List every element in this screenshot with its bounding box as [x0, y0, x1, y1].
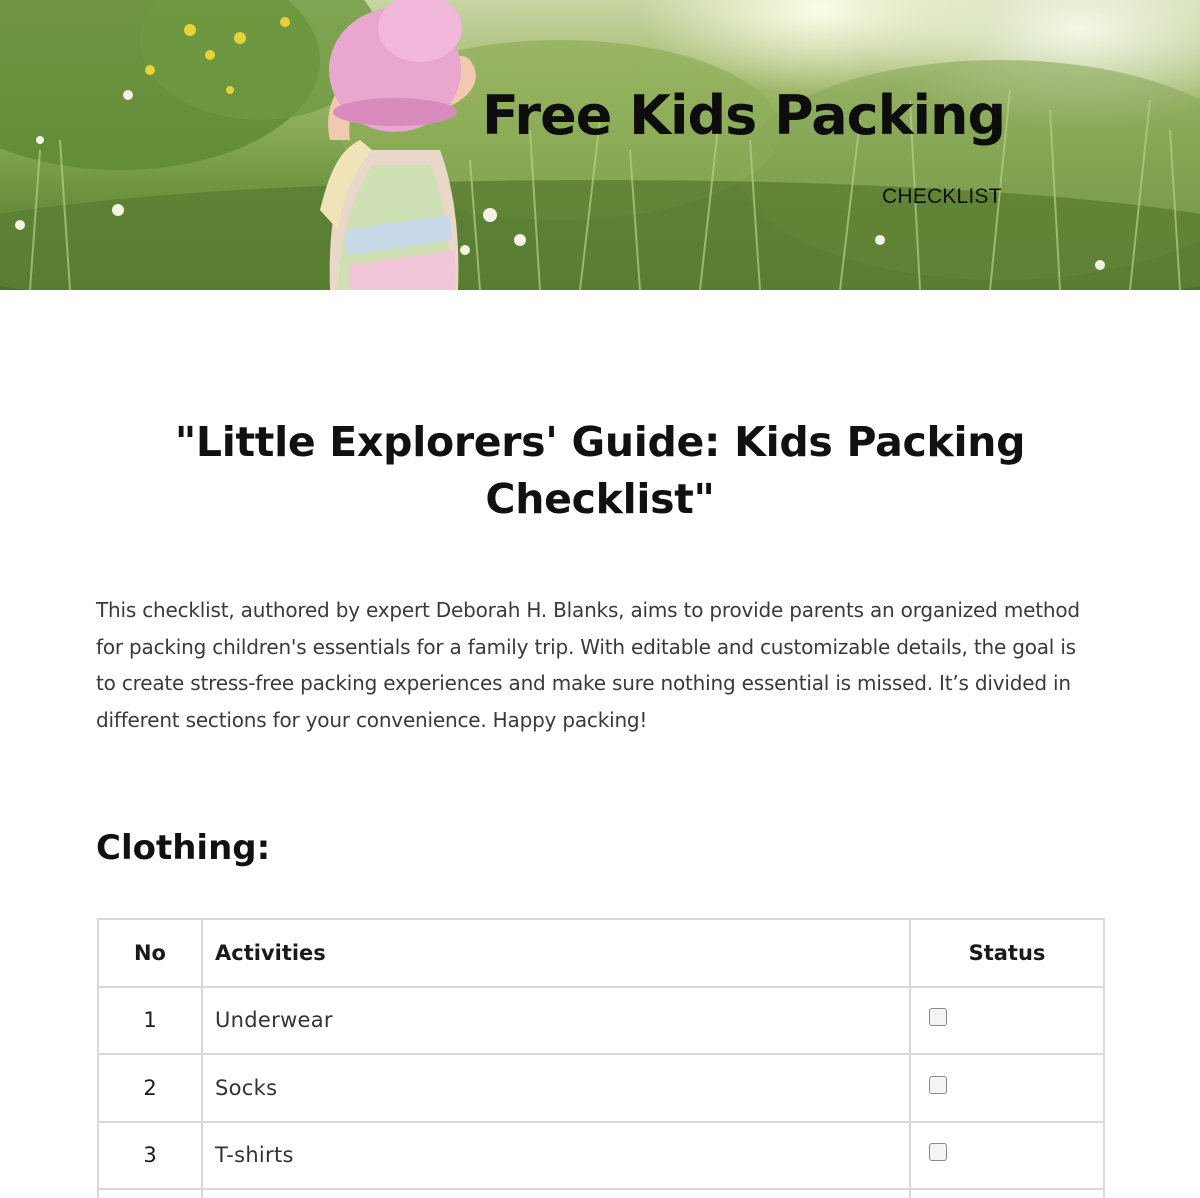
- hero-subtitle: CHECKLIST: [882, 185, 1002, 208]
- row-activity: Underwear: [202, 987, 910, 1055]
- status-checkbox[interactable]: [929, 1008, 947, 1026]
- row-status: [910, 1054, 1104, 1122]
- table-row: [98, 1122, 1104, 1190]
- row-status: [910, 1122, 1104, 1190]
- row-status: [910, 987, 1104, 1055]
- table-row: [98, 1189, 1104, 1198]
- column-header-no: No: [98, 919, 202, 987]
- table-header-row: [98, 919, 1104, 987]
- table-row: [98, 1054, 1104, 1122]
- row-activity: Socks: [202, 1054, 910, 1122]
- section-heading-clothing: Clothing:: [96, 828, 271, 868]
- status-checkbox[interactable]: [929, 1143, 947, 1161]
- column-header-activities: Activities: [202, 919, 910, 987]
- column-header-status: Status: [910, 919, 1104, 987]
- row-number: 3: [98, 1122, 202, 1190]
- status-checkbox[interactable]: [929, 1076, 947, 1094]
- hero-title: Free Kids Packing: [482, 84, 1006, 147]
- row-status: [910, 1189, 1104, 1198]
- table-row: [98, 987, 1104, 1055]
- clothing-checklist-table: [97, 918, 1105, 1198]
- row-number: [98, 1189, 202, 1198]
- row-number: 2: [98, 1054, 202, 1122]
- intro-paragraph: This checklist, authored by expert Deborah H. Blanks, aims to provide parents an organized method for packing children's essentials for a family trip. With editable and customizable details, the goal is to create stress-free packing experiences and make sure nothing essential is missed. It’s divided in different sections for your convenience. Happy packing!: [96, 598, 1080, 732]
- row-activity: T-shirts: [202, 1122, 910, 1190]
- row-number: 1: [98, 987, 202, 1055]
- row-activity: [202, 1189, 910, 1198]
- document-title: "Little Explorers' Guide: Kids Packing Checklist": [174, 418, 1026, 523]
- hero-banner: [0, 0, 1200, 290]
